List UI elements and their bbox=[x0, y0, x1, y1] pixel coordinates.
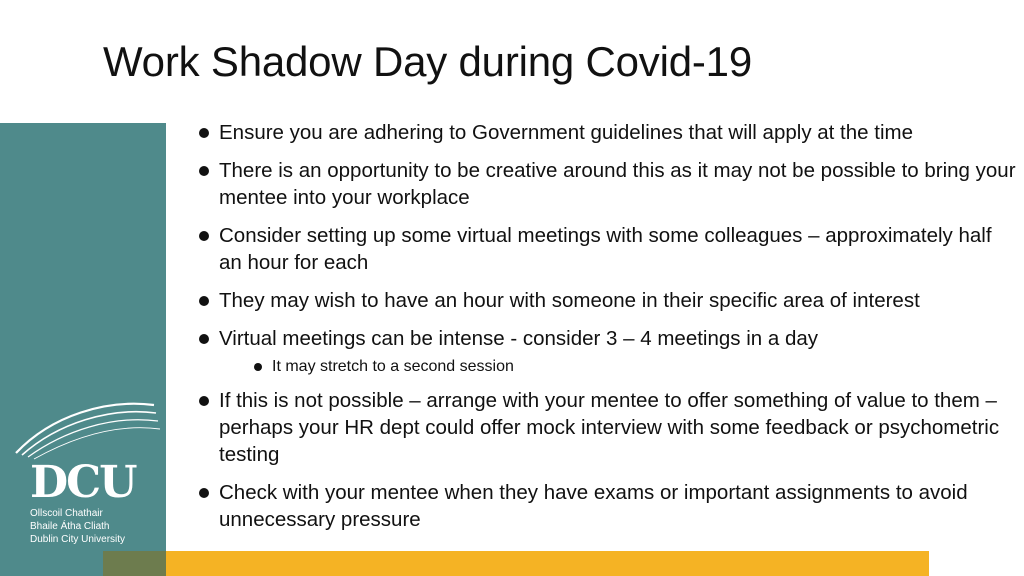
bullet-text: Ensure you are adhering to Government guidelines that will apply at the time bbox=[219, 121, 913, 144]
sub-bullet-icon bbox=[254, 363, 262, 371]
bullet-icon bbox=[199, 488, 209, 498]
slide-title: Work Shadow Day during Covid-19 bbox=[103, 38, 753, 85]
bullet-icon bbox=[199, 128, 209, 138]
logo-line-irish-1: Ollscoil Chathair bbox=[30, 508, 103, 519]
bullet-item bbox=[196, 287, 1016, 314]
sub-bullet-text: It may stretch to a second session bbox=[272, 358, 514, 375]
bullet-text: There is an opportunity to be creative around this as it may not be possible to bring your mentee into your workplace bbox=[219, 159, 1016, 209]
bullet-text: Check with your mentee when they have exams or important assignments to avoid unnecessary pressure bbox=[219, 481, 968, 531]
bullet-item bbox=[196, 479, 1016, 533]
bullet-text: Virtual meetings can be intense - consider 3 – 4 meetings in a day bbox=[219, 327, 819, 350]
logo-wordmark: DCU bbox=[30, 457, 136, 508]
bullet-icon bbox=[199, 334, 209, 344]
bottom-accent-bar bbox=[166, 551, 929, 576]
bullet-text: If this is not possible – arrange with your mentee to offer something of value to them – perhaps your HR dept could offer mock interview with some feedback or psychometric testing bbox=[219, 389, 1000, 466]
bullet-item bbox=[196, 222, 1016, 276]
logo-line-english: Dublin City University bbox=[30, 534, 126, 545]
bullet-text: Consider setting up some virtual meetings with some colleagues – approximately half an hour for each bbox=[219, 224, 992, 274]
sub-bullet-item bbox=[196, 356, 1016, 378]
bullet-icon bbox=[199, 166, 209, 176]
bullet-icon bbox=[199, 296, 209, 306]
bullet-text: They may wish to have an hour with someone in their specific area of interest bbox=[219, 289, 920, 312]
bullet-item bbox=[196, 119, 1016, 146]
bullet-list bbox=[196, 119, 1016, 544]
bullet-icon bbox=[199, 231, 209, 241]
bullet-item bbox=[196, 387, 1016, 468]
bullet-icon bbox=[199, 396, 209, 406]
logo-line-irish-2: Bhaile Átha Cliath bbox=[30, 521, 110, 532]
bullet-item bbox=[196, 325, 1016, 352]
bottom-accent-olive bbox=[103, 551, 166, 576]
bullet-item bbox=[196, 157, 1016, 211]
swoosh-icon bbox=[12, 395, 162, 465]
